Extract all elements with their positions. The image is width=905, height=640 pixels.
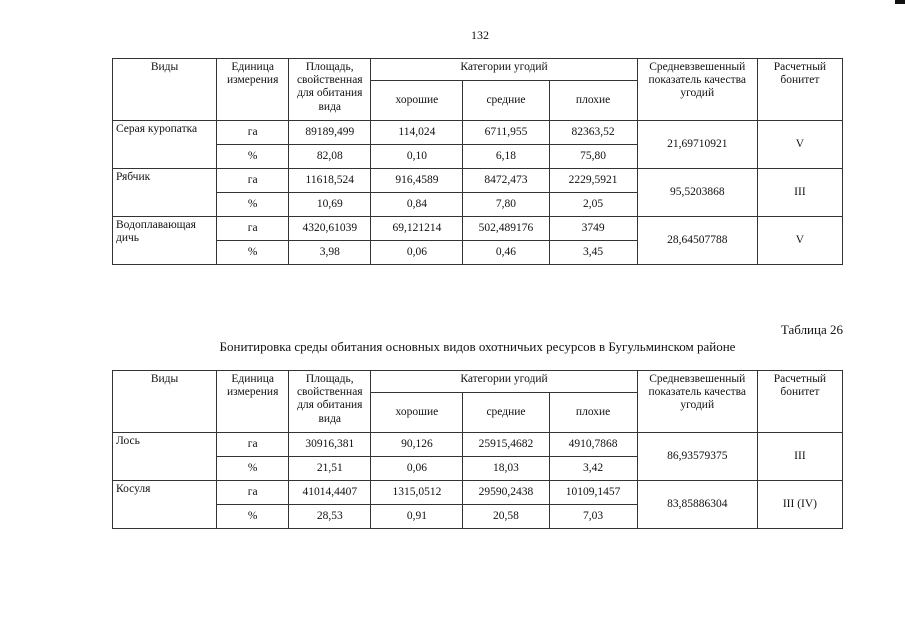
table-row bbox=[113, 481, 843, 505]
table-row bbox=[113, 433, 843, 457]
header-good: хорошие bbox=[371, 393, 463, 433]
area-cell: 4320,61039 bbox=[289, 217, 371, 241]
unit-cell: % bbox=[217, 505, 289, 529]
header-area: Площадь, свойственная для обитания вида bbox=[289, 371, 371, 433]
poor-cell: 3,45 bbox=[549, 241, 637, 265]
header-unit: Единица измерения bbox=[217, 59, 289, 121]
medium-cell: 20,58 bbox=[463, 505, 549, 529]
good-cell: 0,84 bbox=[371, 193, 463, 217]
good-cell: 916,4589 bbox=[371, 169, 463, 193]
area-cell: 82,08 bbox=[289, 145, 371, 169]
header-species: Виды bbox=[113, 371, 217, 433]
corner-mark bbox=[895, 0, 905, 4]
good-cell: 69,121214 bbox=[371, 217, 463, 241]
poor-cell: 3749 bbox=[549, 217, 637, 241]
poor-cell: 7,03 bbox=[549, 505, 637, 529]
weighted-cell: 83,85886304 bbox=[637, 481, 757, 529]
unit-cell: га bbox=[217, 481, 289, 505]
weighted-cell: 21,69710921 bbox=[637, 121, 757, 169]
area-cell: 10,69 bbox=[289, 193, 371, 217]
species-name: Водоплавающая дичь bbox=[113, 217, 217, 265]
header-unit: Единица измерения bbox=[217, 371, 289, 433]
medium-cell: 8472,473 bbox=[463, 169, 549, 193]
unit-cell: га bbox=[217, 217, 289, 241]
area-cell: 21,51 bbox=[289, 457, 371, 481]
bonitet-cell: V bbox=[757, 121, 842, 169]
page-number: 132 bbox=[471, 28, 489, 42]
unit-cell: % bbox=[217, 457, 289, 481]
table-label: Таблица 26 bbox=[780, 322, 843, 337]
header-good: хорошие bbox=[371, 81, 463, 121]
area-cell: 89189,499 bbox=[289, 121, 371, 145]
species-name: Рябчик bbox=[113, 169, 217, 217]
poor-cell: 75,80 bbox=[549, 145, 637, 169]
bonitet-cell: V bbox=[757, 217, 842, 265]
header-weighted: Средневзвешенный показатель качества угодий bbox=[637, 371, 757, 433]
area-cell: 30916,381 bbox=[289, 433, 371, 457]
medium-cell: 502,489176 bbox=[463, 217, 549, 241]
unit-cell: га bbox=[217, 433, 289, 457]
unit-cell: га bbox=[217, 121, 289, 145]
good-cell: 0,06 bbox=[371, 457, 463, 481]
table-row bbox=[113, 169, 843, 193]
bonitet-cell: III bbox=[757, 433, 842, 481]
area-cell: 3,98 bbox=[289, 241, 371, 265]
bonitet-table-1 bbox=[112, 58, 843, 265]
table-title: Бонитировка среды обитания основных видов охотничьих ресурсов в Бугульминском районе bbox=[219, 339, 736, 354]
header-poor: плохие bbox=[549, 81, 637, 121]
table-row bbox=[113, 121, 843, 145]
unit-cell: га bbox=[217, 169, 289, 193]
good-cell: 0,91 bbox=[371, 505, 463, 529]
bonitet-table-2 bbox=[112, 370, 843, 529]
medium-cell: 25915,4682 bbox=[463, 433, 549, 457]
poor-cell: 82363,52 bbox=[549, 121, 637, 145]
poor-cell: 3,42 bbox=[549, 457, 637, 481]
table-row bbox=[113, 217, 843, 241]
medium-cell: 0,46 bbox=[463, 241, 549, 265]
good-cell: 0,06 bbox=[371, 241, 463, 265]
good-cell: 90,126 bbox=[371, 433, 463, 457]
species-name: Косуля bbox=[113, 481, 217, 529]
good-cell: 0,10 bbox=[371, 145, 463, 169]
weighted-cell: 28,64507788 bbox=[637, 217, 757, 265]
header-weighted: Средневзвешенный показатель качества угодий bbox=[637, 59, 757, 121]
poor-cell: 4910,7868 bbox=[549, 433, 637, 457]
header-species: Виды bbox=[113, 59, 217, 121]
medium-cell: 6,18 bbox=[463, 145, 549, 169]
header-medium: средние bbox=[463, 81, 549, 121]
bonitet-cell: III bbox=[757, 169, 842, 217]
bonitet-cell: III (IV) bbox=[757, 481, 842, 529]
header-categories: Категории угодий bbox=[371, 59, 637, 81]
good-cell: 114,024 bbox=[371, 121, 463, 145]
species-name: Лось bbox=[113, 433, 217, 481]
area-cell: 28,53 bbox=[289, 505, 371, 529]
weighted-cell: 86,93579375 bbox=[637, 433, 757, 481]
header-medium: средние bbox=[463, 393, 549, 433]
unit-cell: % bbox=[217, 145, 289, 169]
unit-cell: % bbox=[217, 241, 289, 265]
header-bonitet: Расчетный бонитет bbox=[757, 59, 842, 121]
header-poor: плохие bbox=[549, 393, 637, 433]
species-name: Серая куропатка bbox=[113, 121, 217, 169]
unit-cell: % bbox=[217, 193, 289, 217]
weighted-cell: 95,5203868 bbox=[637, 169, 757, 217]
medium-cell: 7,80 bbox=[463, 193, 549, 217]
area-cell: 41014,4407 bbox=[289, 481, 371, 505]
header-categories: Категории угодий bbox=[371, 371, 637, 393]
medium-cell: 29590,2438 bbox=[463, 481, 549, 505]
header-bonitet: Расчетный бонитет bbox=[757, 371, 842, 433]
poor-cell: 2,05 bbox=[549, 193, 637, 217]
area-cell: 11618,524 bbox=[289, 169, 371, 193]
poor-cell: 10109,1457 bbox=[549, 481, 637, 505]
good-cell: 1315,0512 bbox=[371, 481, 463, 505]
medium-cell: 6711,955 bbox=[463, 121, 549, 145]
header-area: Площадь, свойственная для обитания вида bbox=[289, 59, 371, 121]
poor-cell: 2229,5921 bbox=[549, 169, 637, 193]
medium-cell: 18,03 bbox=[463, 457, 549, 481]
